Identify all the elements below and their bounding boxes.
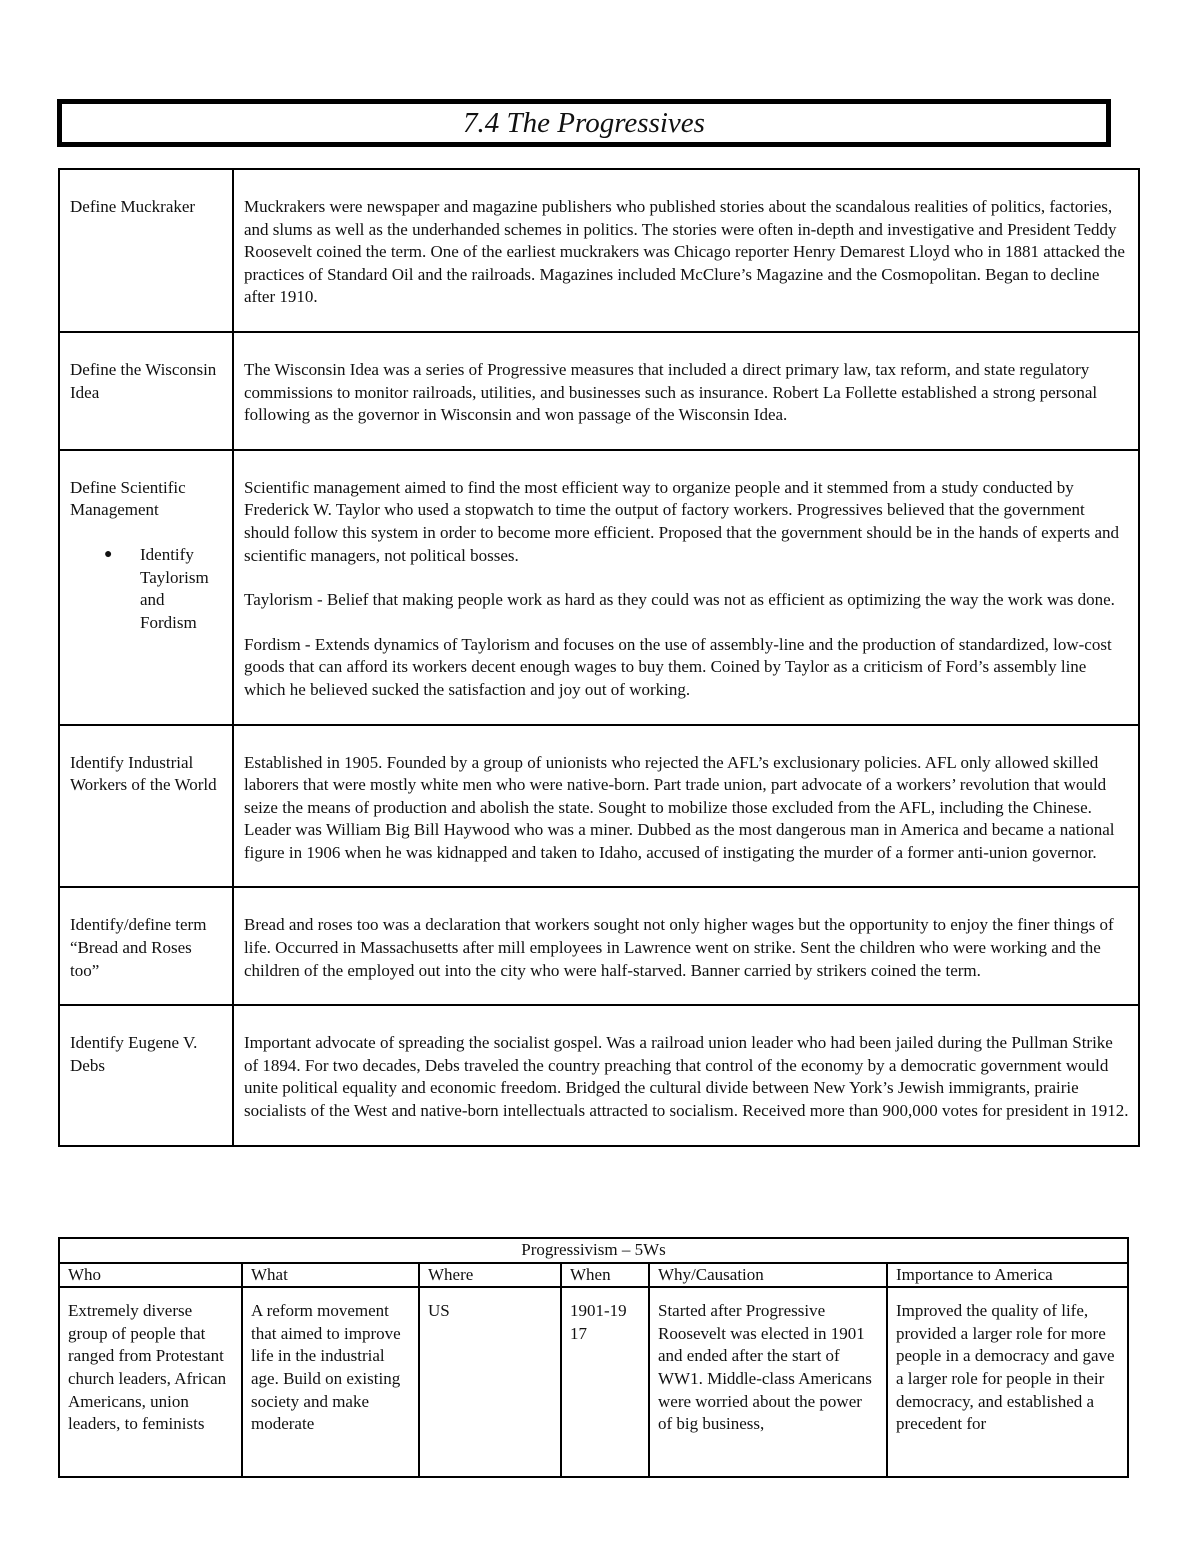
- answer-cell: [233, 887, 1139, 1005]
- cell-who: [59, 1287, 242, 1477]
- five-ws-caption-row: [59, 1238, 1128, 1263]
- answer-cell: [233, 332, 1139, 450]
- table-row: [59, 450, 1139, 725]
- cell-importance: [887, 1287, 1128, 1477]
- answer-paragraph: Important advocate of spreading the socialist gospel. Was a railroad union leader who had been jailed during the Pullman Strike of 1894. For two decades, Debs traveled the country preaching that control of the economy by a democratic government would unite political equality and economic freedom. Bridged the cultural divide between New York’s Jewish immigrants, prairie socialists of the West and native-born intellectuals attracted to socialism. Received more than 900,000 votes for president in 1912.: [244, 1033, 1129, 1121]
- bullet-text: Identify Taylorism and Fordism: [140, 544, 209, 632]
- table-row: [59, 887, 1139, 1005]
- question-cell: [59, 1005, 233, 1145]
- header-importance: Importance to America: [887, 1263, 1128, 1288]
- header-why: Why/Causation: [649, 1263, 887, 1288]
- question-cell: [59, 332, 233, 450]
- question-text: Identify Eugene V. Debs: [70, 1033, 198, 1075]
- question-cell: [59, 725, 233, 888]
- cell-where: [419, 1287, 561, 1477]
- question-cell: [59, 887, 233, 1005]
- answer-cell: [233, 1005, 1139, 1145]
- bullet-item: [70, 544, 222, 634]
- answer-paragraph: Established in 1905. Founded by a group of unionists who rejected the AFL’s exclusionary policies. AFL only allowed skilled laborers that were mostly white men who were native-born. Part trade union, part advocate of a workers’ revolution that would seize the means of production and abolish the state. Sought to mobilize those excluded from the AFL, including the Chinese. Leader was William Big Bill Haywood who was a miner. Dubbed as the most dangerous man in America and became a national figure in 1906 when he was kidnapped and taken to Idaho, accused of instigating the murder of a former anti-union governor.: [244, 752, 1115, 862]
- answer-paragraph: Bread and roses too was a declaration that workers sought not only higher wages but the opportunity to enjoy the finer things of life. Occurred in Massachusetts after mill employees in Lawrence went on strike. Sent the children who were working and the children of the employed out into the city who were half-starved. Banner carried by strikers coined the term.: [244, 915, 1114, 980]
- cell-why: [649, 1287, 887, 1477]
- cell-what: [242, 1287, 419, 1477]
- question-cell: [59, 169, 233, 332]
- page-title: 7.4 The Progressives: [463, 106, 705, 139]
- answer-cell: [233, 169, 1139, 332]
- five-ws-header-row: [59, 1263, 1128, 1288]
- header-where: Where: [419, 1263, 561, 1288]
- header-when: When: [561, 1263, 649, 1288]
- cell-when: [561, 1287, 649, 1477]
- question-text: Identify Industrial Workers of the World: [70, 752, 217, 795]
- cell-where-text: US: [428, 1301, 450, 1321]
- question-text: Define Muckraker: [70, 197, 196, 216]
- five-ws-caption: Progressivism – 5Ws: [59, 1238, 1128, 1263]
- header-what: What: [242, 1263, 419, 1288]
- cell-when-text: 1901-19 17: [570, 1301, 627, 1343]
- answer-paragraph: Scientific management aimed to find the most efficient way to organize people and it stemmed from a study conducted by Frederick W. Taylor who used a stopwatch to time the output of factory workers. Progressives believed that the government should follow this system in order to become more efficient. Proposed that the government should be in the hands of experts and scientific managers, not political bosses.: [244, 477, 1120, 565]
- cell-why-text: Started after Progressive Roosevelt was elected in 1901 and ended after the start of WW1. Middle-class Americans were worried about the power of big business,: [658, 1301, 872, 1434]
- answer-cell: [233, 725, 1139, 888]
- answer-paragraph: Muckrakers were newspaper and magazine publishers who published stories about the scandalous realities of politics, factories, and slums as well as the underhanded schemes in politics. The stories were often in-depth and investigative and President Teddy Roosevelt coined the term. One of the earliest muckrakers was Chicago reporter Henry Demarest Lloyd who in 1881 attacked the practices of Standard Oil and the railroads. Magazines included McClure’s Magazine and the Cosmopolitan. Began to decline after 1910.: [244, 197, 1125, 307]
- answer-paragraph: Fordism - Extends dynamics of Taylorism and focuses on the use of assembly-line and the production of standardized, low-cost goods that can afford its workers decent enough wages to buy them. Coined by Taylor as a criticism of Ford’s assembly line which he believed sucked the satisfaction and joy out of working.: [244, 634, 1112, 699]
- bullet-icon: ●: [104, 546, 113, 562]
- question-text: Define the Wisconsin Idea: [70, 359, 217, 402]
- table-row: [59, 1005, 1139, 1145]
- answer-paragraph: Taylorism - Belief that making people work as hard as they could was not as efficient as optimizing the way the work was done.: [244, 590, 1115, 610]
- cell-who-text: Extremely diverse group of people that ranged from Protestant church leaders, African Americans, union leaders, to feminists: [68, 1301, 227, 1434]
- answer-cell: [233, 450, 1139, 725]
- answer-paragraph: The Wisconsin Idea was a series of Progressive measures that included a direct primary law, tax reform, and state regulatory commissions to monitor railroads, utilities, and businesses such as insurance. Robert La Follette established a strong personal following as the governor in Wisconsin and won passage of the Wisconsin Idea.: [244, 359, 1098, 425]
- cell-what-text: A reform movement that aimed to improve life in the industrial age. Build on existing society and make moderate: [251, 1301, 401, 1434]
- table-row: [59, 725, 1139, 888]
- question-text: Define Scientific Management: [70, 477, 186, 520]
- header-who: Who: [59, 1263, 242, 1288]
- title-box: [57, 99, 1111, 147]
- table-row: [59, 332, 1139, 450]
- five-ws-body-row: [59, 1287, 1128, 1477]
- definitions-table: [58, 168, 1140, 1147]
- table-row: [59, 169, 1139, 332]
- question-text: Identify/define term “Bread and Roses too”: [70, 915, 207, 980]
- cell-importance-text: Improved the quality of life, provided a larger role for more people in a democracy and gave a larger role for people in their democracy, and established a precedent for: [896, 1301, 1115, 1434]
- question-cell: [59, 450, 233, 725]
- five-ws-table: [58, 1237, 1129, 1478]
